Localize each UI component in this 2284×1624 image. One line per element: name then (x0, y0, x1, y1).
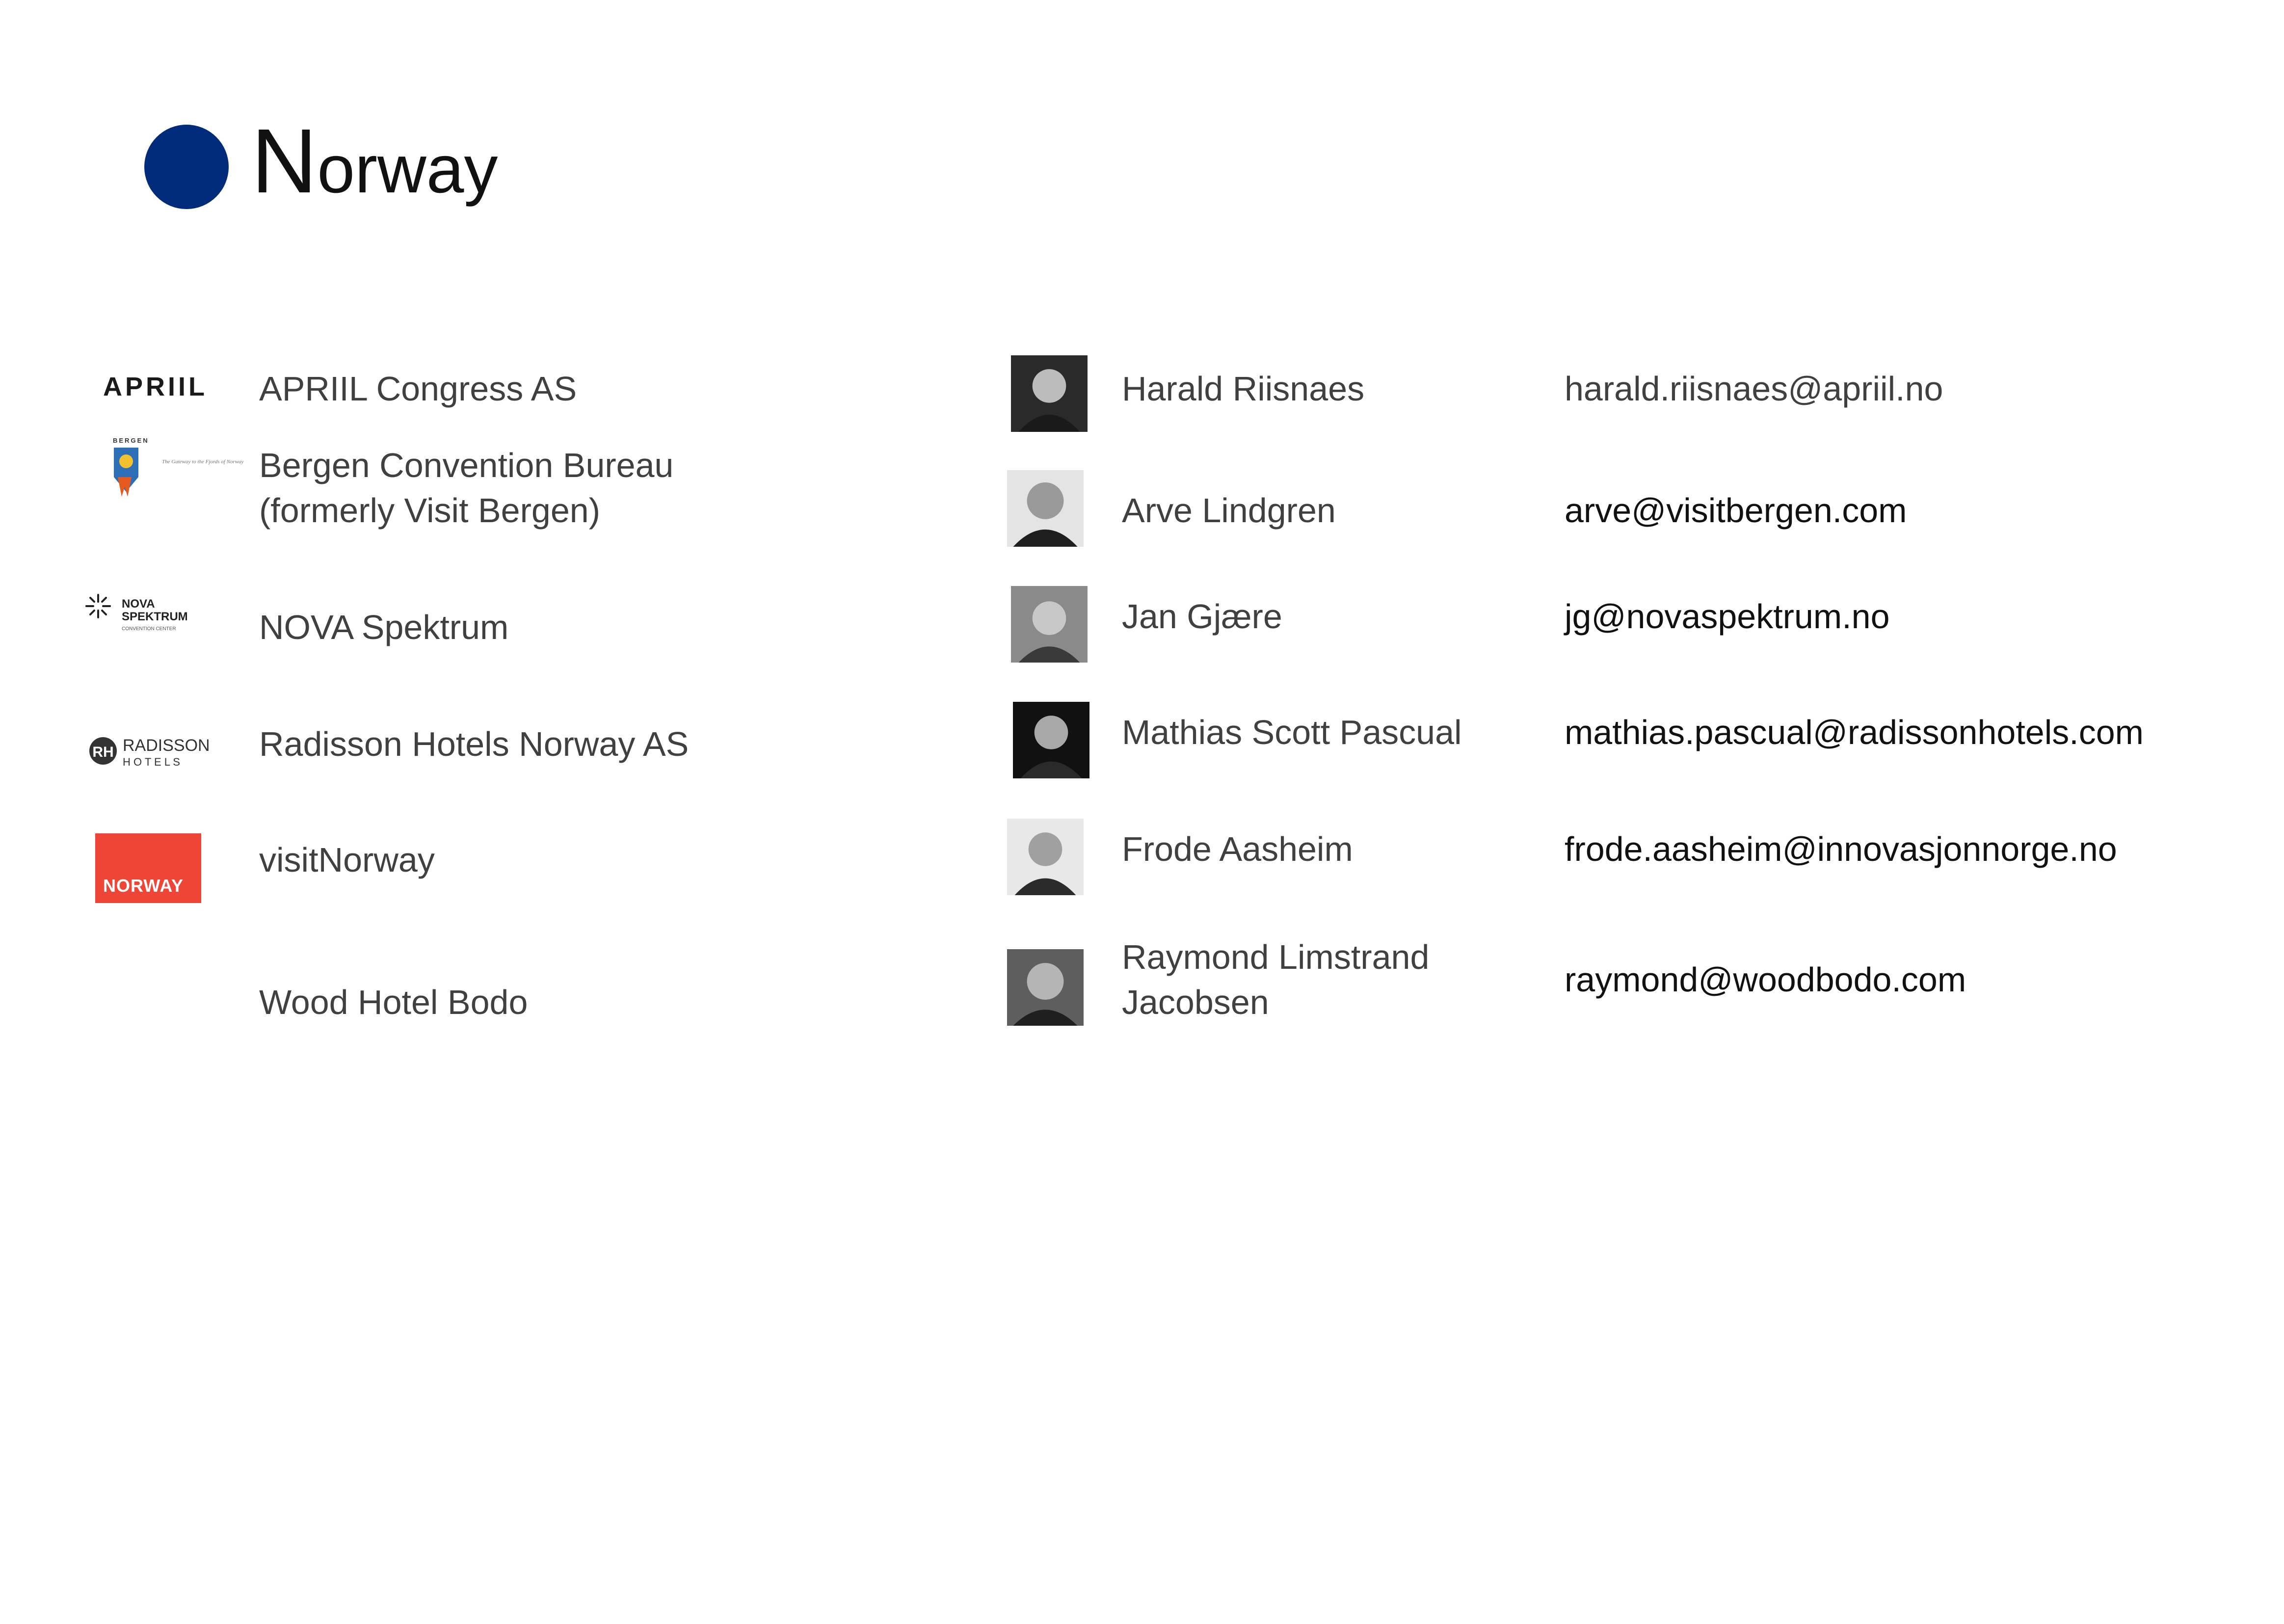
nova-logo-line2: SPEKTRUM (122, 610, 188, 623)
email-frode-aasheim[interactable]: frode.aasheim@innovasjonnorge.no (1565, 830, 2117, 868)
photo-arve-lindgren (1007, 470, 1084, 547)
page-title (251, 110, 498, 212)
person-arve-lindgren: Arve Lindgren (1122, 491, 1336, 530)
visit-norway-logo (95, 833, 201, 903)
company-apriil: APRIIL Congress AS (259, 370, 577, 408)
photo-jan-gjaere (1011, 586, 1088, 663)
person-silhouette-icon (1011, 586, 1088, 663)
person-silhouette-icon (1007, 949, 1084, 1026)
page-title-initial: N (251, 110, 318, 212)
radisson-logo-line2: H O T E L S (123, 756, 180, 768)
nova-logo-line3: CONVENTION CENTER (122, 626, 176, 632)
email-mathias-pascual[interactable]: mathias.pascual@radissonhotels.com (1565, 713, 2144, 751)
photo-frode-aasheim (1007, 819, 1084, 895)
photo-mathias-scott-pascual (1013, 702, 1089, 778)
company-bergen-line2: (formerly Visit Bergen) (259, 491, 601, 530)
person-raymond-line2: Jacobsen (1122, 983, 1269, 1021)
person-raymond-line1: Raymond Limstrand (1122, 938, 1430, 976)
bergen-logo (104, 436, 244, 505)
radisson-mark: RH (92, 744, 114, 760)
company-bergen-line1: Bergen Convention Bureau (259, 446, 674, 484)
person-silhouette-icon (1013, 702, 1089, 778)
email-raymond[interactable]: raymond@woodbodo.com (1565, 960, 1966, 999)
email-harald-riisnaes[interactable]: harald.riisnaes@apriil.no (1565, 370, 1943, 408)
photo-raymond-limstrand-jacobsen (1007, 949, 1084, 1026)
company-visit-norway: visitNorway (259, 841, 435, 879)
company-wood-hotel-bodo: Wood Hotel Bodo (259, 983, 528, 1021)
company-nova-spektrum: NOVA Spektrum (259, 608, 509, 646)
bergen-logo-text: BERGEN (113, 437, 149, 444)
apriil-logo (103, 369, 211, 403)
email-arve-lindgren[interactable]: arve@visitbergen.com (1565, 491, 1907, 530)
company-radisson: Radisson Hotels Norway AS (259, 725, 689, 763)
nova-burst-icon (86, 595, 110, 617)
person-silhouette-icon (1007, 819, 1084, 895)
person-silhouette-icon (1007, 470, 1084, 547)
radisson-logo (88, 731, 221, 771)
nova-logo-line1: NOVA (122, 597, 155, 611)
page-title-rest: orway (317, 132, 498, 207)
visit-norway-logo-text: NORWAY (103, 876, 184, 896)
person-frode-aasheim: Frode Aasheim (1122, 830, 1353, 868)
person-harald-riisnaes: Harald Riisnaes (1122, 370, 1365, 408)
person-silhouette-icon (1011, 355, 1088, 432)
person-mathias-scott-pascual: Mathias Scott Pascual (1122, 713, 1462, 751)
nova-spektrum-logo (83, 591, 201, 645)
apriil-logo-text: APRIIL (103, 372, 208, 401)
email-jan-gjaere[interactable]: jg@novaspektrum.no (1565, 597, 1890, 636)
title-bullet (144, 125, 229, 209)
person-jan-gjaere: Jan Gjære (1122, 597, 1282, 636)
bergen-tagline: The Gateway to the Fjords of Norway (162, 459, 244, 465)
radisson-logo-line1: RADISSON (123, 736, 210, 755)
photo-harald-riisnaes (1011, 355, 1088, 432)
